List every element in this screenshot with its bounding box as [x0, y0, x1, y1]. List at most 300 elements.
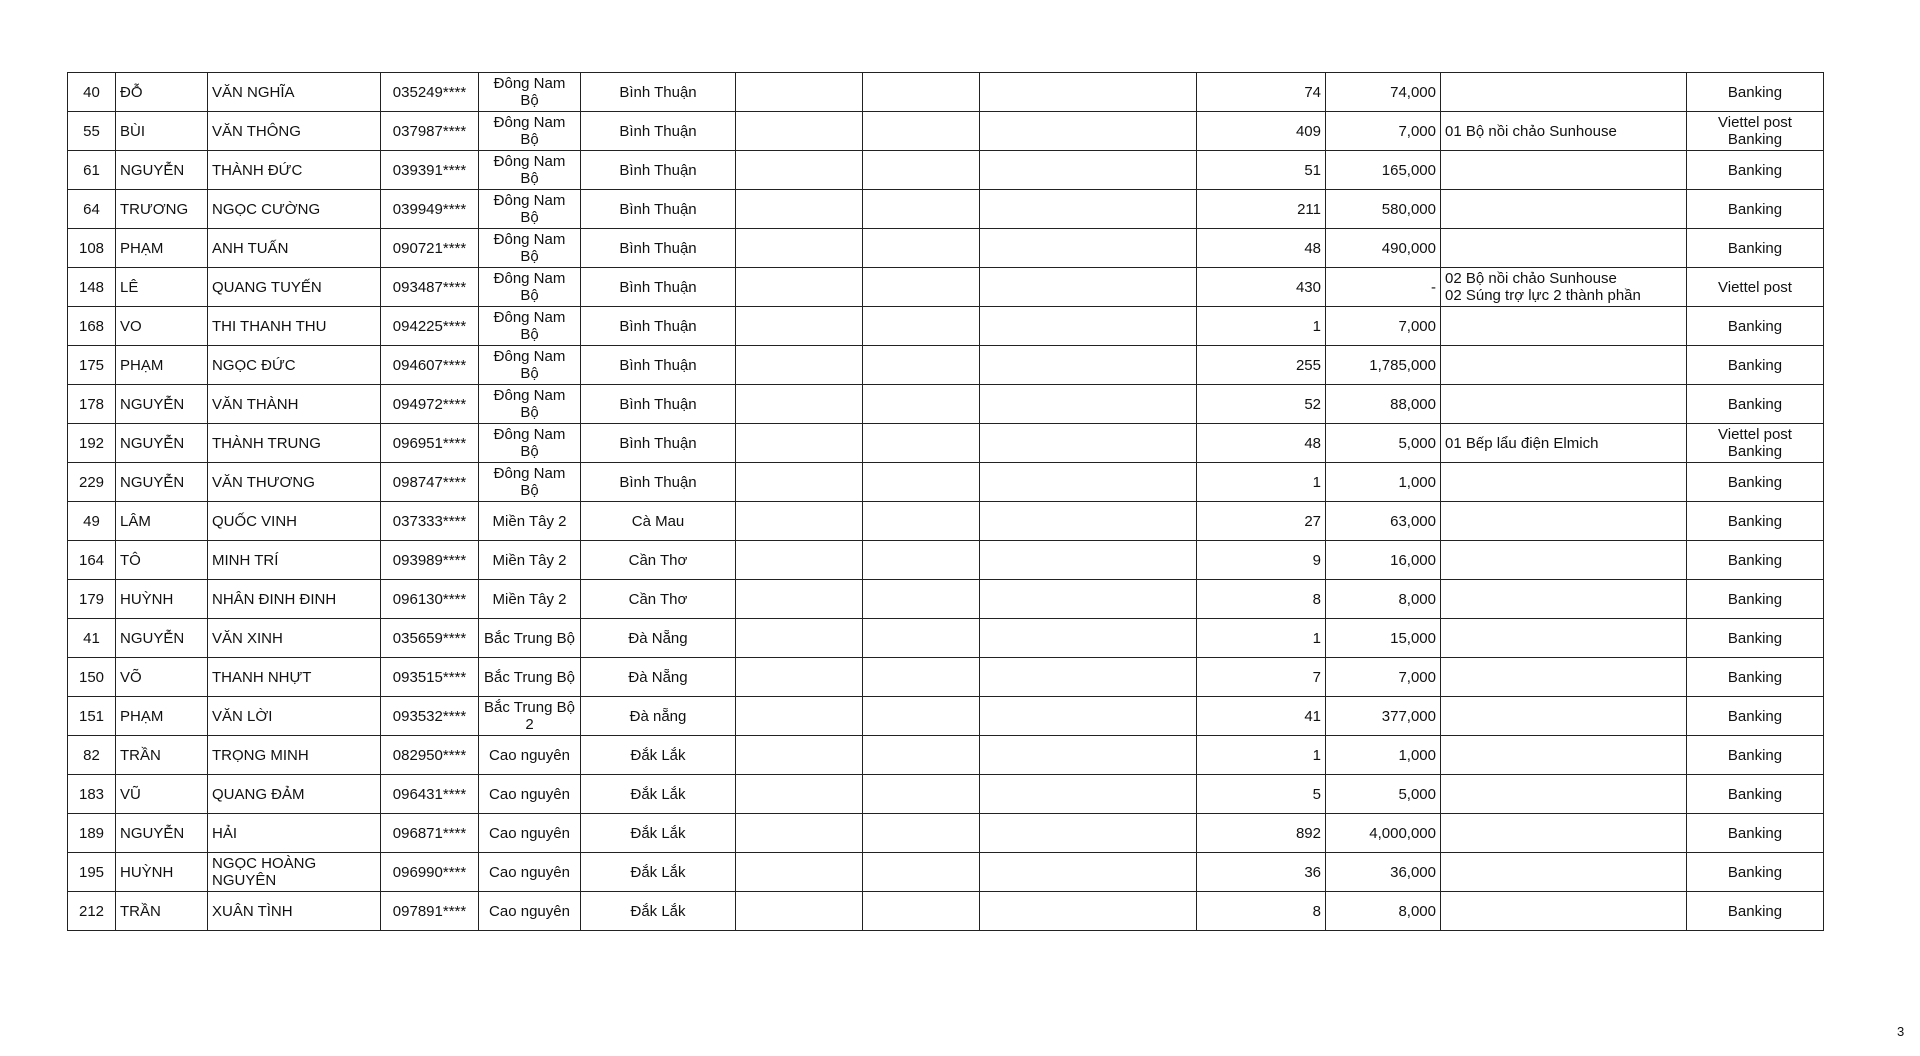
cell-empty — [736, 892, 863, 931]
cell-points — [1197, 580, 1326, 619]
cell-amount-text: 16,000 — [1390, 551, 1436, 569]
cell-amount — [1326, 619, 1441, 658]
cell-payment-text: Banking — [1727, 239, 1783, 257]
cell-last-name — [116, 268, 208, 307]
cell-points-text: 8 — [1312, 902, 1321, 920]
cell-empty — [863, 775, 980, 814]
cell-gift — [1441, 73, 1687, 112]
cell-amount — [1326, 268, 1441, 307]
cell-gift-text: 02 Bộ nồi chảo Sunhouse 02 Súng trợ lực 2 thành phần — [1445, 270, 1641, 304]
cell-last-name — [116, 190, 208, 229]
cell-phone — [381, 385, 479, 424]
cell-province-text: Bình Thuận — [619, 434, 697, 452]
cell-region — [479, 151, 581, 190]
cell-phone-text: 096130**** — [392, 590, 467, 608]
cell-last-name — [116, 463, 208, 502]
table-row — [68, 814, 1824, 853]
cell-id-text: 150 — [78, 668, 105, 686]
cell-empty — [980, 307, 1197, 346]
cell-gift — [1441, 541, 1687, 580]
cell-region — [479, 580, 581, 619]
cell-phone — [381, 346, 479, 385]
cell-gift — [1441, 385, 1687, 424]
table-row — [68, 775, 1824, 814]
cell-last-name — [116, 73, 208, 112]
cell-id — [68, 580, 116, 619]
table-row — [68, 580, 1824, 619]
cell-points-text: 1 — [1312, 746, 1321, 764]
cell-gift — [1441, 697, 1687, 736]
cell-empty — [863, 697, 980, 736]
cell-phone-text: 096431**** — [392, 785, 467, 803]
cell-region-text: Cao nguyên — [489, 746, 570, 764]
cell-last-name-text: NGUYỄN — [120, 824, 185, 842]
cell-points-text: 5 — [1312, 785, 1321, 803]
cell-phone — [381, 853, 479, 892]
cell-first-name — [208, 619, 381, 658]
cell-province — [581, 346, 736, 385]
cell-id-text: 179 — [78, 590, 105, 608]
cell-points-text: 36 — [1304, 863, 1321, 881]
cell-region — [479, 385, 581, 424]
cell-region-text: Đông Nam Bộ — [493, 270, 566, 304]
cell-phone-text: 096871**** — [392, 824, 467, 842]
cell-phone-text: 093487**** — [392, 278, 467, 296]
cell-province — [581, 775, 736, 814]
cell-amount — [1326, 736, 1441, 775]
cell-empty — [980, 853, 1197, 892]
cell-province — [581, 736, 736, 775]
cell-empty — [736, 541, 863, 580]
cell-phone-text: 093989**** — [392, 551, 467, 569]
cell-amount — [1326, 151, 1441, 190]
cell-province — [581, 814, 736, 853]
cell-gift — [1441, 268, 1687, 307]
cell-province-text: Bình Thuận — [619, 239, 697, 257]
cell-province — [581, 580, 736, 619]
cell-amount-text: 7,000 — [1398, 317, 1436, 335]
cell-phone — [381, 112, 479, 151]
cell-first-name-text: QUANG TUYẾN — [212, 278, 322, 296]
cell-empty — [863, 658, 980, 697]
cell-phone-text: 035659**** — [392, 629, 467, 647]
cell-empty — [980, 463, 1197, 502]
cell-id-text: 61 — [83, 161, 100, 179]
cell-last-name — [116, 619, 208, 658]
cell-payment — [1687, 463, 1824, 502]
cell-first-name-text: VĂN THƯƠNG — [212, 473, 315, 491]
cell-empty — [980, 424, 1197, 463]
cell-gift — [1441, 229, 1687, 268]
cell-payment-text: Banking — [1727, 83, 1783, 101]
cell-province-text: Bình Thuận — [619, 356, 697, 374]
cell-amount-text: 88,000 — [1390, 395, 1436, 413]
cell-points-text: 409 — [1295, 122, 1321, 140]
cell-province-text: Bình Thuận — [619, 122, 697, 140]
cell-last-name-text: NGUYỄN — [120, 629, 185, 647]
cell-amount — [1326, 697, 1441, 736]
cell-empty — [980, 112, 1197, 151]
cell-empty — [863, 229, 980, 268]
cell-empty — [980, 229, 1197, 268]
cell-province-text: Bình Thuận — [619, 278, 697, 296]
cell-payment — [1687, 502, 1824, 541]
cell-gift — [1441, 151, 1687, 190]
cell-empty — [863, 619, 980, 658]
cell-empty — [863, 580, 980, 619]
cell-payment — [1687, 424, 1824, 463]
cell-id — [68, 346, 116, 385]
cell-id — [68, 73, 116, 112]
cell-first-name — [208, 73, 381, 112]
cell-province-text: Bình Thuận — [619, 161, 697, 179]
cell-region — [479, 424, 581, 463]
cell-province-text: Đà nẵng — [629, 707, 687, 725]
cell-province-text: Đắk Lắk — [630, 863, 686, 881]
cell-last-name — [116, 736, 208, 775]
cell-last-name-text: HUỲNH — [120, 590, 174, 608]
cell-region — [479, 619, 581, 658]
cell-last-name — [116, 346, 208, 385]
cell-id — [68, 502, 116, 541]
cell-first-name-text: QUANG ĐẢM — [212, 785, 305, 803]
cell-phone — [381, 190, 479, 229]
cell-amount — [1326, 541, 1441, 580]
cell-first-name — [208, 736, 381, 775]
cell-id — [68, 541, 116, 580]
cell-last-name — [116, 892, 208, 931]
table-row — [68, 697, 1824, 736]
cell-payment — [1687, 775, 1824, 814]
cell-empty — [980, 580, 1197, 619]
cell-phone — [381, 736, 479, 775]
cell-empty — [863, 385, 980, 424]
cell-empty — [863, 502, 980, 541]
cell-payment — [1687, 697, 1824, 736]
cell-empty — [736, 385, 863, 424]
cell-id — [68, 307, 116, 346]
cell-empty — [863, 736, 980, 775]
cell-empty — [980, 346, 1197, 385]
cell-phone — [381, 73, 479, 112]
cell-phone — [381, 619, 479, 658]
cell-gift — [1441, 502, 1687, 541]
cell-payment-text: Banking — [1727, 785, 1783, 803]
cell-empty — [980, 658, 1197, 697]
table-row — [68, 385, 1824, 424]
cell-region — [479, 892, 581, 931]
cell-gift — [1441, 424, 1687, 463]
cell-amount — [1326, 853, 1441, 892]
cell-gift — [1441, 736, 1687, 775]
cell-phone — [381, 151, 479, 190]
table-row — [68, 502, 1824, 541]
cell-region-text: Miền Tây 2 — [492, 512, 567, 530]
cell-region-text: Đông Nam Bộ — [493, 114, 566, 148]
cell-province — [581, 229, 736, 268]
cell-region — [479, 775, 581, 814]
cell-last-name-text: PHẠM — [120, 356, 164, 374]
cell-payment — [1687, 736, 1824, 775]
cell-amount-text: 74,000 — [1390, 83, 1436, 101]
cell-first-name-text: THÀNH TRUNG — [212, 434, 321, 452]
cell-payment — [1687, 73, 1824, 112]
cell-phone-text: 093532**** — [392, 707, 467, 725]
cell-amount-text: 5,000 — [1398, 434, 1436, 452]
cell-id — [68, 385, 116, 424]
cell-amount — [1326, 346, 1441, 385]
cell-empty — [736, 697, 863, 736]
cell-phone-text: 082950**** — [392, 746, 467, 764]
cell-points — [1197, 892, 1326, 931]
cell-region-text: Đông Nam Bộ — [493, 75, 566, 109]
cell-region-text: Đông Nam Bộ — [493, 231, 566, 265]
cell-empty — [736, 229, 863, 268]
cell-phone-text: 097891**** — [392, 902, 467, 920]
table-row — [68, 307, 1824, 346]
cell-province-text: Đà Nẵng — [628, 629, 688, 647]
cell-phone-text: 039949**** — [392, 200, 467, 218]
cell-phone — [381, 463, 479, 502]
cell-phone — [381, 658, 479, 697]
cell-amount-text: - — [1431, 278, 1436, 296]
cell-amount — [1326, 463, 1441, 502]
cell-id-text: 178 — [78, 395, 105, 413]
cell-amount — [1326, 424, 1441, 463]
cell-last-name-text: NGUYỄN — [120, 395, 185, 413]
cell-empty — [736, 73, 863, 112]
cell-payment-text: Viettel post Banking — [1718, 426, 1792, 460]
cell-points — [1197, 385, 1326, 424]
cell-points-text: 51 — [1304, 161, 1321, 179]
cell-gift — [1441, 346, 1687, 385]
cell-province — [581, 73, 736, 112]
cell-first-name — [208, 541, 381, 580]
cell-last-name-text: TRẦN — [120, 746, 161, 764]
cell-points — [1197, 775, 1326, 814]
cell-points — [1197, 697, 1326, 736]
cell-id-text: 40 — [83, 83, 100, 101]
cell-empty — [980, 385, 1197, 424]
cell-last-name — [116, 229, 208, 268]
page-number: 3 — [1897, 1024, 1905, 1039]
cell-amount-text: 1,785,000 — [1369, 356, 1436, 374]
cell-points-text: 9 — [1312, 551, 1321, 569]
cell-id-text: 82 — [83, 746, 100, 764]
cell-empty — [863, 307, 980, 346]
cell-gift — [1441, 580, 1687, 619]
cell-payment — [1687, 112, 1824, 151]
cell-id — [68, 619, 116, 658]
cell-last-name-text: HUỲNH — [120, 863, 174, 881]
cell-first-name-text: VĂN THÀNH — [212, 395, 299, 413]
cell-province-text: Bình Thuận — [619, 395, 697, 413]
cell-payment — [1687, 229, 1824, 268]
cell-region-text: Bắc Trung Bộ — [484, 629, 575, 647]
cell-region — [479, 502, 581, 541]
cell-empty — [736, 268, 863, 307]
cell-amount — [1326, 229, 1441, 268]
cell-province-text: Đà Nẵng — [628, 668, 688, 686]
cell-last-name-text: PHẠM — [120, 707, 164, 725]
cell-points — [1197, 268, 1326, 307]
cell-payment-text: Banking — [1727, 629, 1783, 647]
cell-amount-text: 8,000 — [1398, 590, 1436, 608]
cell-first-name-text: VĂN NGHĨA — [212, 83, 295, 101]
cell-phone-text: 090721**** — [392, 239, 467, 257]
cell-last-name — [116, 502, 208, 541]
cell-region — [479, 697, 581, 736]
cell-empty — [736, 619, 863, 658]
cell-points-text: 52 — [1304, 395, 1321, 413]
cell-first-name-text: VĂN THÔNG — [212, 122, 301, 140]
cell-payment-text: Banking — [1727, 395, 1783, 413]
cell-province-text: Đắk Lắk — [630, 746, 686, 764]
cell-payment — [1687, 892, 1824, 931]
table-row — [68, 736, 1824, 775]
cell-empty — [863, 268, 980, 307]
table-body — [68, 73, 1824, 931]
cell-province — [581, 892, 736, 931]
cell-empty — [863, 346, 980, 385]
cell-empty — [736, 112, 863, 151]
cell-points-text: 48 — [1304, 239, 1321, 257]
cell-region — [479, 112, 581, 151]
cell-empty — [980, 697, 1197, 736]
cell-payment-text: Viettel post Banking — [1718, 114, 1792, 148]
cell-region-text: Cao nguyên — [489, 824, 570, 842]
cell-first-name-text: MINH TRÍ — [212, 551, 279, 569]
cell-region-text: Đông Nam Bộ — [493, 387, 566, 421]
cell-last-name — [116, 658, 208, 697]
cell-gift — [1441, 892, 1687, 931]
cell-phone-text: 037333**** — [392, 512, 467, 530]
cell-first-name-text: VĂN LỜI — [212, 707, 273, 725]
cell-id-text: 195 — [78, 863, 105, 881]
cell-gift — [1441, 190, 1687, 229]
cell-empty — [736, 307, 863, 346]
cell-amount-text: 8,000 — [1398, 902, 1436, 920]
cell-empty — [863, 112, 980, 151]
cell-region — [479, 463, 581, 502]
cell-last-name-text: NGUYỄN — [120, 434, 185, 452]
cell-phone — [381, 229, 479, 268]
cell-province — [581, 385, 736, 424]
cell-region — [479, 346, 581, 385]
cell-payment-text: Banking — [1727, 161, 1783, 179]
cell-phone — [381, 502, 479, 541]
cell-empty — [980, 619, 1197, 658]
cell-id — [68, 892, 116, 931]
table-row — [68, 229, 1824, 268]
cell-empty — [863, 892, 980, 931]
cell-region-text: Đông Nam Bộ — [493, 426, 566, 460]
cell-region-text: Đông Nam Bộ — [493, 348, 566, 382]
cell-last-name — [116, 424, 208, 463]
cell-first-name-text: NHÂN ĐINH ĐINH — [212, 590, 337, 608]
cell-last-name — [116, 541, 208, 580]
cell-amount — [1326, 814, 1441, 853]
cell-province — [581, 619, 736, 658]
cell-province — [581, 268, 736, 307]
cell-region-text: Miền Tây 2 — [492, 590, 567, 608]
cell-phone — [381, 268, 479, 307]
cell-empty — [980, 541, 1197, 580]
cell-points — [1197, 424, 1326, 463]
cell-last-name-text: VÕ — [120, 668, 142, 686]
cell-empty — [980, 502, 1197, 541]
cell-region-text: Bắc Trung Bộ — [484, 668, 575, 686]
cell-first-name — [208, 229, 381, 268]
cell-points-text: 211 — [1297, 200, 1321, 218]
cell-province — [581, 190, 736, 229]
cell-points — [1197, 463, 1326, 502]
cell-first-name-text: NGỌC HOÀNG NGUYÊN — [212, 855, 317, 889]
cell-empty — [863, 73, 980, 112]
cell-id-text: 64 — [83, 200, 100, 218]
cell-gift — [1441, 619, 1687, 658]
cell-province-text: Cần Thơ — [628, 590, 688, 608]
cell-amount — [1326, 502, 1441, 541]
cell-phone — [381, 892, 479, 931]
prize-table — [67, 72, 1824, 931]
cell-id-text: 108 — [78, 239, 105, 257]
cell-payment — [1687, 619, 1824, 658]
cell-amount — [1326, 775, 1441, 814]
cell-last-name — [116, 307, 208, 346]
cell-payment-text: Banking — [1727, 902, 1783, 920]
cell-points — [1197, 307, 1326, 346]
cell-empty — [863, 853, 980, 892]
cell-points — [1197, 814, 1326, 853]
cell-amount-text: 377,000 — [1381, 707, 1436, 725]
cell-points-text: 1 — [1312, 629, 1321, 647]
cell-amount-text: 5,000 — [1398, 785, 1436, 803]
cell-first-name-text: XUÂN TÌNH — [212, 902, 293, 920]
cell-payment-text: Banking — [1727, 668, 1783, 686]
cell-points-text: 27 — [1304, 512, 1321, 530]
cell-last-name-text: ĐỖ — [120, 83, 143, 101]
cell-gift — [1441, 112, 1687, 151]
cell-points — [1197, 190, 1326, 229]
cell-province-text: Bình Thuận — [619, 83, 697, 101]
cell-points — [1197, 151, 1326, 190]
cell-last-name-text: NGUYỄN — [120, 473, 185, 491]
cell-points-text: 74 — [1304, 83, 1321, 101]
cell-amount-text: 7,000 — [1398, 122, 1436, 140]
cell-id-text: 212 — [78, 902, 105, 920]
cell-empty — [736, 151, 863, 190]
cell-payment-text: Banking — [1727, 707, 1783, 725]
cell-province-text: Đắk Lắk — [630, 824, 686, 842]
cell-province-text: Cần Thơ — [628, 551, 688, 569]
cell-gift — [1441, 463, 1687, 502]
cell-payment — [1687, 853, 1824, 892]
cell-first-name — [208, 190, 381, 229]
cell-region — [479, 268, 581, 307]
cell-points — [1197, 853, 1326, 892]
cell-payment-text: Banking — [1727, 551, 1783, 569]
cell-last-name-text: LÂM — [120, 512, 151, 530]
cell-phone-text: 037987**** — [392, 122, 467, 140]
cell-amount-text: 7,000 — [1398, 668, 1436, 686]
cell-points — [1197, 229, 1326, 268]
cell-last-name-text: VO — [120, 317, 142, 335]
cell-province — [581, 151, 736, 190]
cell-first-name — [208, 112, 381, 151]
cell-payment — [1687, 307, 1824, 346]
cell-region — [479, 853, 581, 892]
